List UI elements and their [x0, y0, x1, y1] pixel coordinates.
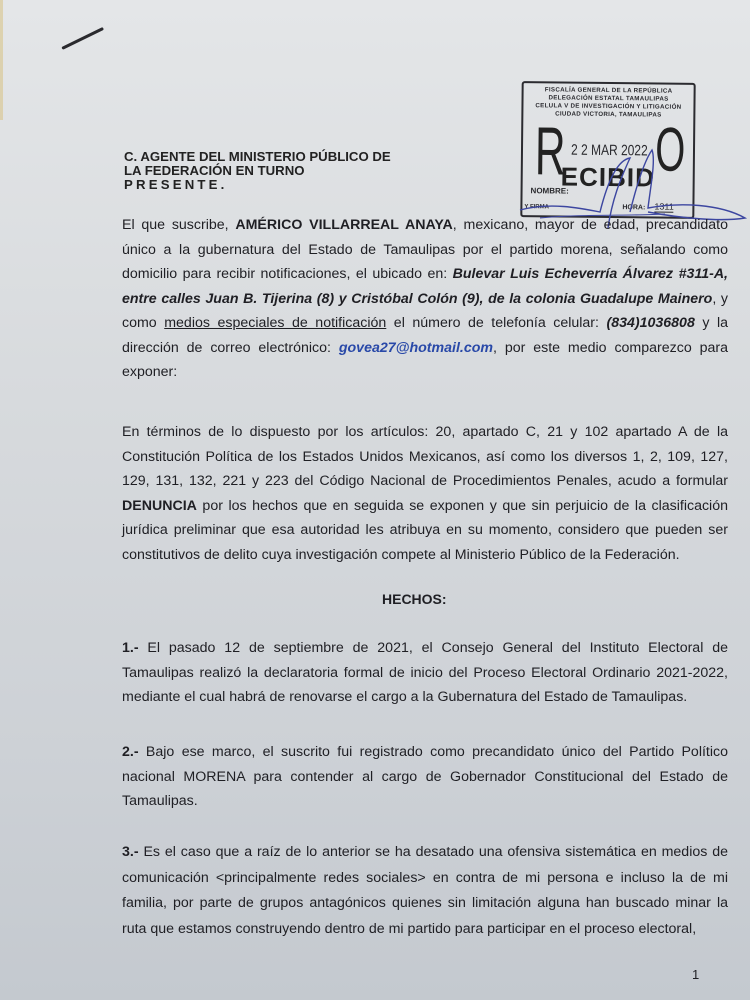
text: , y como [122, 290, 729, 331]
hecho-number: 1.- [122, 640, 139, 656]
text: En términos de lo dispuesto por los artículos: 20, apartado C, 21 y 102 apartado A de la Constitución Política de los Estados Unidos Mexicanos, así como los diversos 1, 2, 109, 127, 129, 131, 132, 221 y 223 del Código Nacional de Procedimientos Penales, acudo a formular [122, 424, 728, 489]
page-edge [0, 0, 3, 120]
stamp-firma-label: Y FIRMA [524, 204, 549, 211]
heading-line-1: C. AGENTE DEL MINISTERIO PÚBLICO DE [124, 149, 391, 164]
hecho-text: El pasado 12 de septiembre de 2021, el Consejo General del Instituto Electoral de Tamaulipas realizó la declaratoria formal de inicio del Proceso Electoral Ordinario 2021-2022, mediante el cual habrá de renovarse el cargo a la Gubernatura del Estado de Tamaulipas. [122, 640, 728, 705]
text: por los hechos que en seguida se exponen y que sin perjuicio de la clasificación jurídica preliminar que esa autoridad les atribuya en su momento, considero que pueden ser constitutivos de delito cuya investigación compete al Ministerio Público de la Federación. [122, 497, 728, 563]
stamp-header-line: FISCALÍA GENERAL DE LA REPÚBLICA [544, 86, 673, 95]
stamp-nombre-label: NOMBRE: [530, 186, 569, 196]
legal-basis-paragraph [122, 420, 728, 567]
page-number: 1 [692, 967, 700, 982]
hecho-1 [122, 636, 728, 710]
petitioner-name: AMÉRICO VILLARREAL ANAYA [235, 217, 453, 233]
text: , mexicano, mayor de edad, precandidato único a la gubernatura del Estado de Tamaulipas por el partido morena, señalando como domicilio para recibir notificaciones, el ubicado en: [122, 217, 728, 282]
text: , de la colonia [479, 290, 580, 307]
text: el número de telefonía celular: [386, 315, 607, 331]
stamp-date: 2 2 MAR 2022 [570, 141, 648, 160]
heading-presente: PRESENTE. [124, 177, 228, 192]
phone-number: (834)1036808 [606, 315, 695, 331]
addressee-heading [124, 150, 391, 192]
denuncia-keyword: DENUNCIA [122, 497, 197, 514]
stamp-header-line: CIUDAD VICTORIA, TAMAULIPAS [555, 110, 662, 119]
hecho-number: 3.- [122, 844, 139, 860]
hecho-2 [122, 740, 728, 814]
hecho-number: 2.- [122, 744, 139, 760]
intro-paragraph [122, 213, 728, 385]
colonia: Guadalupe Mainero [580, 290, 713, 307]
stamp-big-o: O [654, 115, 686, 185]
hecho-text: Es el caso que a raíz de lo anterior se ha desatado una ofensiva sistemática en medios de comunicación <principalmente redes sociales> en contra de mi persona e incluso la de mi familia, por parte de grupos antagónicos quienes sin limitación alguna han buscado minar la ruta que estamos construyendo dentro de mi partido para participar en el proceso electoral, [122, 844, 728, 937]
hecho-text: Bajo ese marco, el suscrito fui registrado como precandidato único del Partido Político nacional MORENA para contender al cargo de Gobernador Constitucional del Estado de Tamaulipas. [122, 744, 728, 809]
pen-mark [61, 27, 104, 50]
stamp-hora-value: 1311 [654, 201, 674, 212]
text: y la dirección de correo electrónico: [122, 315, 729, 356]
stamp-hora-label: HORA: [622, 204, 646, 212]
address: Bulevar Luis Echeverría Álvarez #311-A, entre calles Juan B. Tijerina (8) y Cristóbal Colón (9) [122, 266, 729, 307]
stamp-recibido: ECIBID [560, 161, 655, 193]
text: El que suscribe, [122, 217, 236, 233]
hechos-title: HECHOS: [382, 591, 447, 607]
stamp-big-r: R [534, 113, 566, 190]
reception-stamp [520, 81, 695, 219]
hecho-3 [122, 840, 728, 942]
medios-notificacion: medios especiales de notificación [164, 315, 387, 331]
email-link[interactable]: govea27@hotmail.com [338, 339, 494, 356]
stamp-header-line: CELULA V DE INVESTIGACIÓN Y LITIGACIÓN [535, 102, 682, 111]
heading-line-2: LA FEDERACIÓN EN TURNO [124, 163, 305, 178]
stamp-header-line: DELEGACIÓN ESTATAL TAMAULIPAS [548, 94, 669, 103]
text: , por este medio comparezco para exponer: [122, 339, 728, 380]
